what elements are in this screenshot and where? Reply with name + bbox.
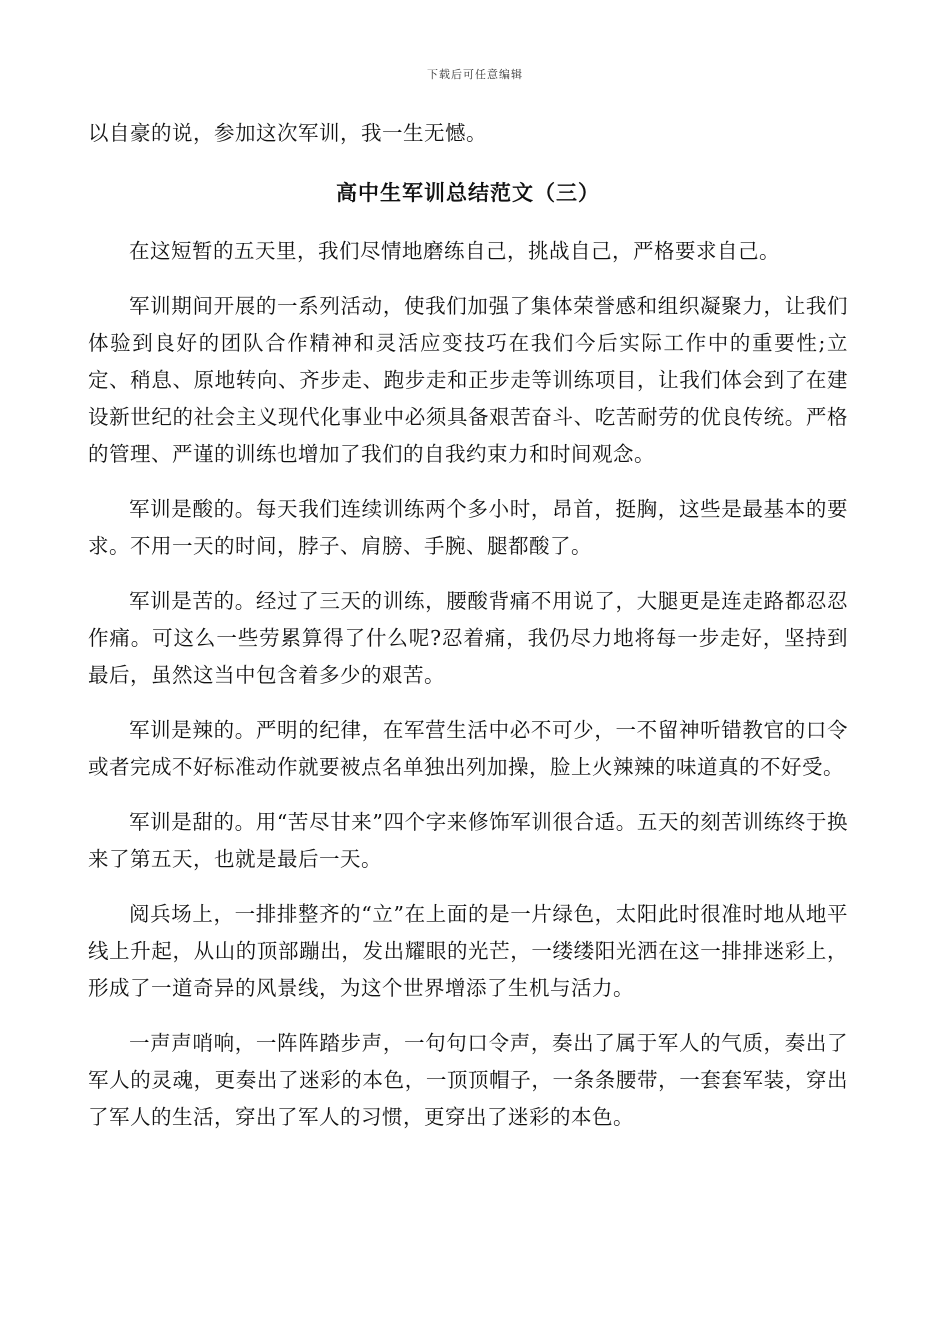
paragraph-6: 军训是甜的。用“苦尽甘来”四个字来修饰军训很合适。五天的刻苦训练终于换来了第五天，也就是最后一天。 [88, 810, 848, 871]
paragraph-7: 阅兵场上，一排排整齐的“立”在上面的是一片绿色，太阳此时很准时地从地平线上升起，从山的顶部蹦出，发出耀眼的光芒，一缕缕阳光洒在这一排排迷彩上，形成了一道奇异的风景线，为这个世界增添了生机与活力。 [88, 902, 848, 1000]
section-title: 高中生军训总结范文（三） [336, 180, 600, 205]
paragraph-1: 在这短暂的五天里，我们尽情地磨练自己，挑战自己，严格要求自己。 [129, 239, 780, 263]
header-note: 下载后可任意编辑 [427, 68, 523, 81]
paragraph-8: 一声声哨响，一阵阵踏步声，一句句口令声，奏出了属于军人的气质，奏出了军人的灵魂，更奏出了迷彩的本色，一顶顶帽子，一条条腰带，一套套军装，穿出了军人的生活，穿出了军人的习惯，更穿出了迷彩的本色。 [88, 1031, 848, 1129]
paragraph-3: 军训是酸的。每天我们连续训练两个多小时，昂首，挺胸，这些是最基本的要求。不用一天的时间，脖子、肩膀、手腕、腿都酸了。 [88, 497, 848, 558]
paragraph-5: 军训是辣的。严明的纪律，在军营生活中必不可少，一不留神听错教官的口令或者完成不好标准动作就要被点名单独出列加操，脸上火辣辣的味道真的不好受。 [88, 718, 848, 779]
paragraph-2: 军训期间开展的一系列活动，使我们加强了集体荣誉感和组织凝聚力，让我们体验到良好的团队合作精神和灵活应变技巧在我们今后实际工作中的重要性;立定、稍息、原地转向、齐步走、跑步走和正步走等训练项目，让我们体会到了在建设新世纪的社会主义现代化事业中必须具备艰苦奋斗、吃苦耐劳的优良传统。严格的管理、严谨的训练也增加了我们的自我约束力和时间观念。 [88, 294, 848, 466]
document-body [88, 115, 848, 1154]
continued-paragraph: 以自豪的说，参加这次军训，我一生无憾。 [88, 121, 487, 145]
paragraph-4: 军训是苦的。经过了三天的训练，腰酸背痛不用说了，大腿更是连走路都忍忍作痛。可这么一些劳累算得了什么呢?忍着痛，我仍尽力地将每一步走好，坚持到最后，虽然这当中包含着多少的艰苦。 [88, 589, 848, 687]
